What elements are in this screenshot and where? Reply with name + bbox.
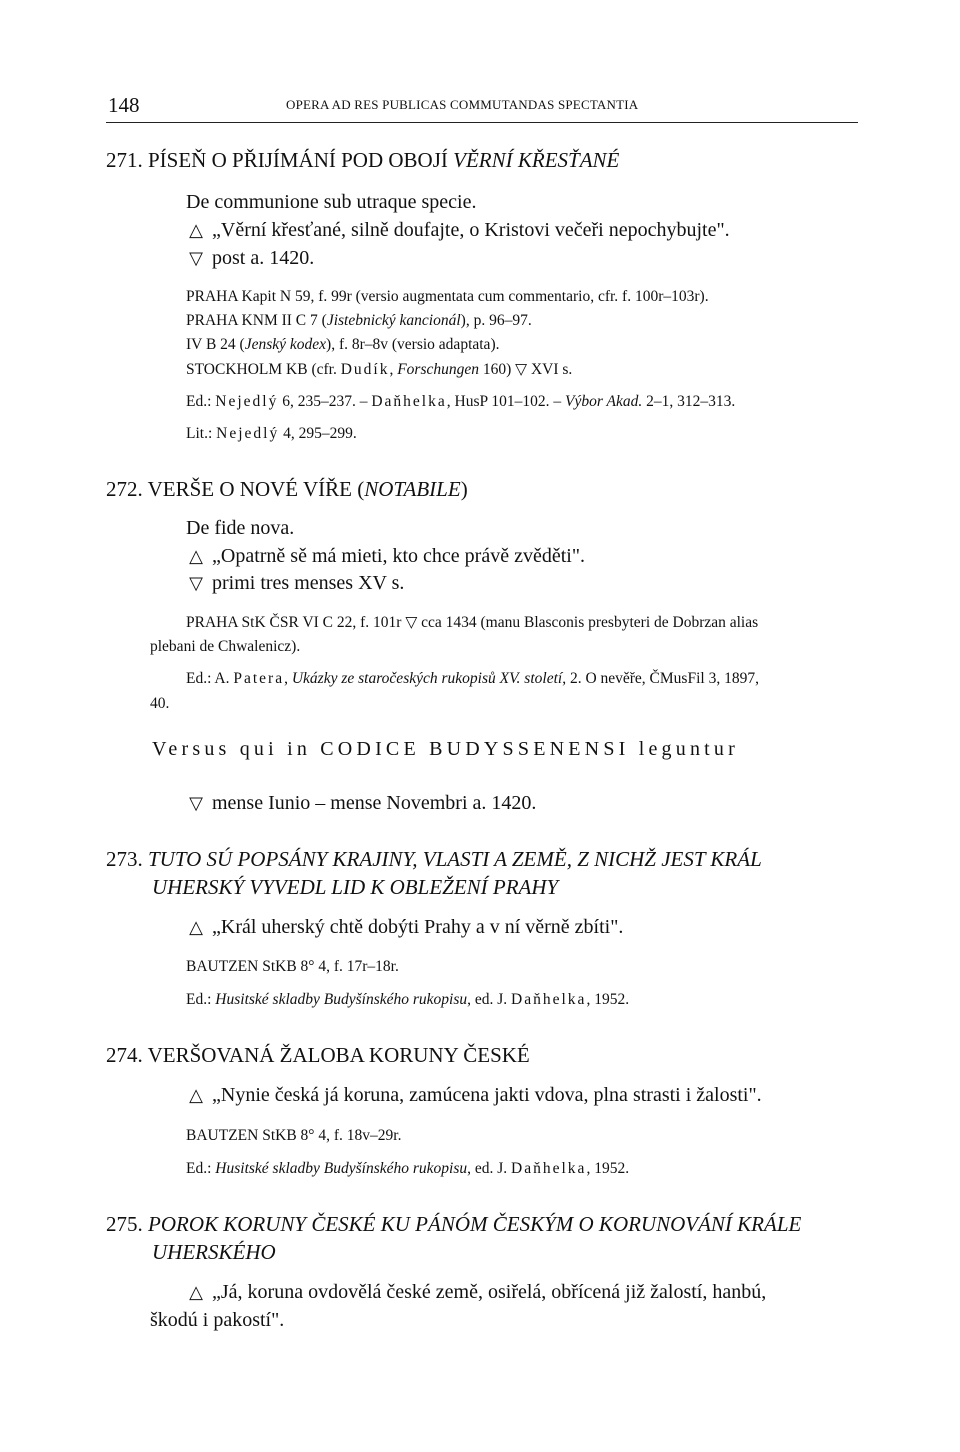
- ms-text: ), p. 96–97.: [460, 312, 532, 329]
- literature-line: [186, 425, 357, 443]
- entry-273-title: [106, 847, 762, 872]
- edition-line: [186, 1160, 629, 1178]
- lit-label: Lit.:: [186, 425, 217, 442]
- ed-text: ,: [284, 670, 292, 687]
- author-name: Daňhelka: [371, 393, 447, 410]
- ed-text: , 1952.: [586, 991, 630, 1008]
- title-italic: VĚRNÍ KŘESŤANÉ: [453, 148, 620, 172]
- ms-text: STOCKHOLM KB (cfr.: [186, 361, 341, 378]
- author-name: Nejedlý: [216, 425, 280, 442]
- dating-line: [186, 572, 404, 595]
- ed-text: 6, 235–237. –: [278, 393, 372, 410]
- author-name: Daňhelka: [511, 991, 587, 1008]
- latin-description: De fide nova.: [186, 517, 295, 539]
- ms-title: Jenský kodex: [244, 336, 327, 353]
- triangle-down-icon: ▽: [189, 793, 203, 813]
- dating-line: [186, 792, 536, 815]
- ms-title: Jistebnický kancionál: [326, 312, 461, 329]
- manuscript-line-continued: plebani de Chwalenicz).: [150, 638, 301, 655]
- entry-number: 275.: [106, 1212, 143, 1236]
- entry-275-title-continued: [152, 1240, 276, 1265]
- running-head: OPERA AD RES PUBLICAS COMMUTANDAS SPECTANTIA: [286, 97, 639, 112]
- ed-text: , ed. J.: [467, 1160, 512, 1177]
- dating-text: primi tres menses XV s.: [212, 572, 405, 594]
- incipit-text: „Nynie česká já koruna, zamúcena jakti vdova, plna strasti i žalosti".: [212, 1084, 762, 1106]
- header-rule: [106, 122, 858, 123]
- title-text: VERŠE O NOVÉ VÍŘE (: [147, 477, 365, 501]
- manuscript-line: BAUTZEN StKB 8° 4, f. 18v–29r.: [186, 1127, 402, 1144]
- incipit-line: [186, 1281, 766, 1304]
- dating-text: mense Iunio – mense Novembri a. 1420.: [212, 792, 537, 814]
- incipit-text: „Král uherský chtě dobýti Prahy a v ní věrně zbíti".: [212, 916, 624, 938]
- page-number: 148: [108, 93, 140, 117]
- lit-text: 4, 295–299.: [279, 425, 357, 442]
- ed-text: , 1952.: [586, 1160, 630, 1177]
- author-name: Dudík: [340, 361, 390, 378]
- incipit-line: [186, 219, 730, 242]
- ed-text: 2–1, 312–313.: [642, 393, 736, 410]
- ed-title: Výbor Akad.: [565, 393, 643, 410]
- section-heading: Versus qui in CODICE BUDYSSENENSI leguntur: [152, 738, 739, 760]
- ms-text: ), f. 8r–8v (versio adaptata).: [326, 336, 500, 353]
- manuscript-line: [186, 360, 572, 379]
- ed-label: Ed.:: [186, 393, 216, 410]
- ed-title: Ukázky ze staročeských rukopisů XV. století: [291, 670, 563, 687]
- manuscript-line: [186, 312, 532, 330]
- incipit-line-continued: škodú i pakostí".: [150, 1309, 285, 1331]
- ed-text: , ed. J.: [467, 991, 512, 1008]
- entry-273-title-continued: [152, 875, 558, 900]
- entry-274-title: [106, 1043, 530, 1068]
- entry-number: 271.: [106, 148, 143, 172]
- edition-line: [186, 991, 629, 1009]
- entry-271-title: [106, 148, 619, 173]
- entry-number: 272.: [106, 477, 143, 501]
- latin-description: De communione sub utraque specie.: [186, 191, 477, 213]
- ms-text: 160) ▽ XVI s.: [479, 361, 573, 378]
- author-name: Nejedlý: [215, 393, 279, 410]
- entry-number: 274.: [106, 1043, 143, 1067]
- triangle-up-icon: △: [189, 1282, 203, 1302]
- edition-line: [186, 670, 759, 688]
- ed-title: Husitské skladby Budyšínského rukopisu: [215, 991, 468, 1008]
- manuscript-line: [186, 336, 499, 354]
- triangle-up-icon: △: [189, 917, 203, 937]
- title-italic: NOTABILE: [364, 477, 461, 501]
- dating-text: post a. 1420.: [212, 247, 315, 269]
- title-text: PÍSEŇ O PŘIJÍMÁNÍ POD OBOJÍ: [148, 148, 454, 172]
- manuscript-line: BAUTZEN StKB 8° 4, f. 17r–18r.: [186, 958, 399, 975]
- ms-text: ,: [389, 361, 398, 378]
- triangle-down-icon: ▽: [189, 248, 203, 268]
- author-name: Daňhelka: [511, 1160, 587, 1177]
- title-italic: TUTO SÚ POPSÁNY KRAJINY, VLASTI A ZEMĚ, Z NICHŽ JEST KRÁL: [148, 847, 762, 871]
- dating-line: [186, 247, 314, 270]
- title-italic: UHERSKÝ VYVEDL LID K OBLEŽENÍ PRAHY: [152, 875, 559, 899]
- ed-label: Ed.:: [186, 1160, 216, 1177]
- title-text: VERŠOVANÁ ŽALOBA KORUNY ČESKÉ: [147, 1043, 530, 1067]
- ed-label: Ed.:: [186, 991, 216, 1008]
- triangle-up-icon: △: [189, 220, 203, 240]
- entry-number: 273.: [106, 847, 143, 871]
- ed-title: Husitské skladby Budyšínského rukopisu: [215, 1160, 468, 1177]
- title-italic: UHERSKÉHO: [152, 1240, 276, 1264]
- incipit-text: „Věrní křesťané, silně doufajte, o Kristovi večeři nepochybujte".: [212, 219, 730, 241]
- author-name: Patera: [233, 670, 285, 687]
- entry-275-title: [106, 1212, 801, 1237]
- triangle-down-icon: ▽: [189, 573, 203, 593]
- manuscript-line: PRAHA StK ČSR VI C 22, f. 101r ▽ cca 1434 (manu Blasconis presbyteri de Dobrzan alias: [186, 614, 759, 631]
- incipit-line: [186, 1084, 762, 1107]
- edition-line-continued: 40.: [150, 695, 170, 712]
- title-italic: POROK KORUNY ČESKÉ KU PÁNÓM ČESKÝM O KORUNOVÁNÍ KRÁLE: [148, 1212, 802, 1236]
- incipit-text: „Opatrně sě má mieti, kto chce právě zvěděti".: [212, 545, 585, 567]
- ms-title: Forschungen: [397, 361, 480, 378]
- ed-text: , HusP 101–102. –: [446, 393, 566, 410]
- entry-272-title: [106, 477, 468, 502]
- ed-text: , 2. O nevěře, ČMusFil 3, 1897,: [562, 670, 759, 687]
- incipit-text: „Já, koruna ovdovělá české země, osiřelá, obřícená již žalostí, hanbú,: [212, 1281, 767, 1303]
- triangle-up-icon: △: [189, 1085, 203, 1105]
- manuscript-line: PRAHA Kapit N 59, f. 99r (versio augmentata cum commentario, cfr. f. 100r–103r).: [186, 288, 709, 305]
- ed-label: Ed.: A.: [186, 670, 234, 687]
- triangle-up-icon: △: [189, 546, 203, 566]
- ms-text: IV B 24 (: [186, 336, 245, 353]
- incipit-line: [186, 545, 585, 568]
- ms-text: PRAHA KNM II C 7 (: [186, 312, 327, 329]
- incipit-line: [186, 916, 623, 939]
- title-text: ): [460, 477, 468, 501]
- edition-line: [186, 393, 735, 411]
